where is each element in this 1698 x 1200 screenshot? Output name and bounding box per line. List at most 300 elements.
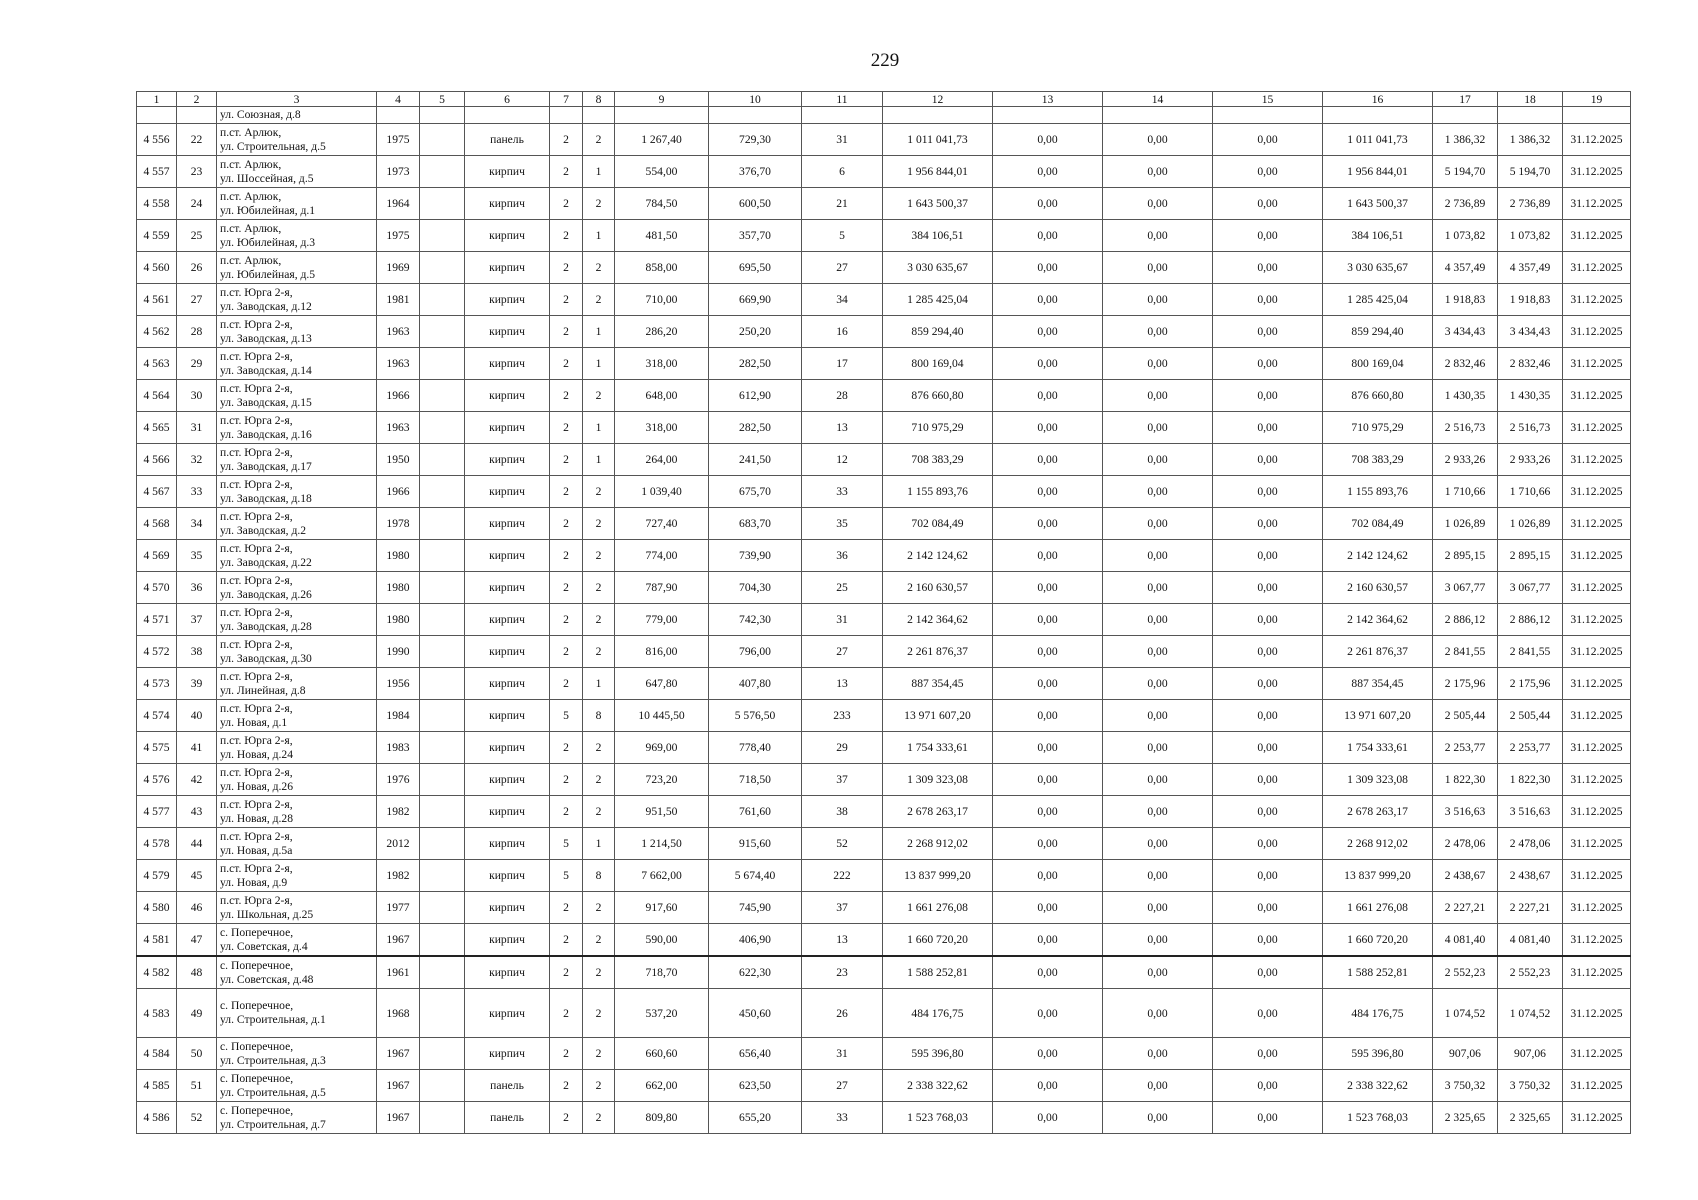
- column-16-cell: 1 661 276,08: [1323, 892, 1433, 924]
- column-13-cell: 0,00: [993, 796, 1103, 828]
- column-13-cell: 0,00: [993, 700, 1103, 732]
- floors-cell: 2: [550, 252, 583, 284]
- address-line-street: ул. Школьная, д.25: [220, 907, 314, 921]
- address-line-settlement: с. Поперечное,: [220, 958, 294, 972]
- column-13-cell: 0,00: [993, 540, 1103, 572]
- column-17-cell: 5 194,70: [1433, 156, 1498, 188]
- table-row: [137, 156, 1631, 188]
- total-area-cell: 264,00: [615, 444, 709, 476]
- column-header-4: 4: [377, 92, 420, 107]
- column-16-cell: 1 660 720,20: [1323, 924, 1433, 957]
- row-index-cell: 36: [177, 572, 217, 604]
- column-14-cell: 0,00: [1103, 252, 1213, 284]
- column-18-cell: 3 750,32: [1498, 1070, 1563, 1102]
- column-17-cell: 1 710,66: [1433, 476, 1498, 508]
- address-cell: [217, 796, 377, 828]
- column-5-cell: [420, 380, 465, 412]
- address-cell: [217, 892, 377, 924]
- residential-area-cell: 357,70: [709, 220, 802, 252]
- deadline-date-cell: 31.12.2025: [1563, 572, 1631, 604]
- total-cost-cell: 708 383,29: [883, 444, 993, 476]
- entrances-cell: 8: [583, 860, 615, 892]
- wall-material-cell: кирпич: [465, 860, 550, 892]
- record-number-cell: 4 556: [137, 124, 177, 156]
- column-13-cell: 0,00: [993, 956, 1103, 989]
- floors-cell: 2: [550, 508, 583, 540]
- total-cost-cell: 484 176,75: [883, 989, 993, 1038]
- table-row: [137, 732, 1631, 764]
- total-cost-cell: 702 084,49: [883, 508, 993, 540]
- total-area-cell: 718,70: [615, 956, 709, 989]
- total-area-cell: 710,00: [615, 284, 709, 316]
- residents-cell: 12: [802, 444, 883, 476]
- address-line-settlement: п.ст. Юрга 2-я,: [220, 637, 293, 651]
- total-area-cell: 1 267,40: [615, 124, 709, 156]
- total-area-cell: 648,00: [615, 380, 709, 412]
- column-15-cell: 0,00: [1213, 412, 1323, 444]
- year-cell: 1966: [377, 380, 420, 412]
- floors-cell: 5: [550, 860, 583, 892]
- address-line-street: ул. Заводская, д.14: [220, 363, 312, 377]
- column-13-cell: 0,00: [993, 476, 1103, 508]
- address-line-street: ул. Заводская, д.26: [220, 587, 312, 601]
- row-index-cell: 45: [177, 860, 217, 892]
- year-cell: 1982: [377, 796, 420, 828]
- year-cell: 1969: [377, 252, 420, 284]
- column-16-cell: 859 294,40: [1323, 316, 1433, 348]
- record-number-cell: 4 585: [137, 1070, 177, 1102]
- record-number-cell: 4 559: [137, 220, 177, 252]
- column-13-cell: 0,00: [993, 604, 1103, 636]
- total-area-cell: 1 214,50: [615, 828, 709, 860]
- deadline-date-cell: 31.12.2025: [1563, 668, 1631, 700]
- address-cell: [217, 924, 377, 957]
- column-17-cell: 2 478,06: [1433, 828, 1498, 860]
- floors-cell: 2: [550, 668, 583, 700]
- total-cost-cell: 2 268 912,02: [883, 828, 993, 860]
- address-cell: [217, 1102, 377, 1134]
- address-line-street: ул. Заводская, д.28: [220, 619, 312, 633]
- column-header-2: 2: [177, 92, 217, 107]
- address-cell: [217, 1038, 377, 1070]
- address-cell: [217, 124, 377, 156]
- column-13-cell: 0,00: [993, 828, 1103, 860]
- column-17-cell: 907,06: [1433, 1038, 1498, 1070]
- total-cost-cell: 1 155 893,76: [883, 476, 993, 508]
- column-18-cell: 2 325,65: [1498, 1102, 1563, 1134]
- address-cell: [217, 156, 377, 188]
- total-area-cell: 7 662,00: [615, 860, 709, 892]
- address-line-settlement: п.ст. Юрга 2-я,: [220, 413, 293, 427]
- column-header-7: 7: [550, 92, 583, 107]
- column-5-cell: [420, 892, 465, 924]
- column-5-cell: [420, 508, 465, 540]
- wall-material-cell: кирпич: [465, 828, 550, 860]
- wall-material-cell: кирпич: [465, 476, 550, 508]
- address-line-settlement: п.ст. Арлюк,: [220, 125, 282, 139]
- column-13-cell: 0,00: [993, 924, 1103, 957]
- floors-cell: 5: [550, 700, 583, 732]
- column-17-cell: 1 074,52: [1433, 989, 1498, 1038]
- deadline-date-cell: 31.12.2025: [1563, 380, 1631, 412]
- entrances-cell: 2: [583, 508, 615, 540]
- column-16-cell: 1 956 844,01: [1323, 156, 1433, 188]
- column-18-cell: 3 434,43: [1498, 316, 1563, 348]
- column-15-cell: 0,00: [1213, 508, 1323, 540]
- column-13-cell: 0,00: [993, 1102, 1103, 1134]
- table-row: [137, 220, 1631, 252]
- column-18-cell: 4 081,40: [1498, 924, 1563, 957]
- table-row: [137, 444, 1631, 476]
- column-14-cell: 0,00: [1103, 444, 1213, 476]
- column-13-cell: 0,00: [993, 412, 1103, 444]
- residents-cell: 52: [802, 828, 883, 860]
- residential-area-cell: 282,50: [709, 412, 802, 444]
- floors-cell: 2: [550, 284, 583, 316]
- column-5-cell: [420, 860, 465, 892]
- record-number-cell: 4 577: [137, 796, 177, 828]
- table-row: [137, 1038, 1631, 1070]
- column-15-cell: 0,00: [1213, 124, 1323, 156]
- deadline-date-cell: 31.12.2025: [1563, 188, 1631, 220]
- address-cell: [217, 412, 377, 444]
- row-index-cell: 24: [177, 188, 217, 220]
- entrances-cell: 2: [583, 732, 615, 764]
- record-number-cell: 4 574: [137, 700, 177, 732]
- address-cell: [217, 989, 377, 1038]
- residential-area-cell: 250,20: [709, 316, 802, 348]
- table-row: [137, 508, 1631, 540]
- year-cell: 1982: [377, 860, 420, 892]
- residential-area-cell: 729,30: [709, 124, 802, 156]
- column-13-cell: 0,00: [993, 188, 1103, 220]
- residential-area-cell: 450,60: [709, 989, 802, 1038]
- column-5-cell: [420, 284, 465, 316]
- column-18-cell: 1 710,66: [1498, 476, 1563, 508]
- column-15-cell: 0,00: [1213, 892, 1323, 924]
- wall-material-cell: кирпич: [465, 316, 550, 348]
- address-cell: [217, 380, 377, 412]
- address-cell: [217, 540, 377, 572]
- residential-area-cell: 778,40: [709, 732, 802, 764]
- residential-area-cell: 376,70: [709, 156, 802, 188]
- total-cost-cell: 800 169,04: [883, 348, 993, 380]
- column-13-cell: 0,00: [993, 508, 1103, 540]
- residential-area-cell: 623,50: [709, 1070, 802, 1102]
- table-row: [137, 1102, 1631, 1134]
- column-header-14: 14: [1103, 92, 1213, 107]
- table-row: [137, 540, 1631, 572]
- column-16-cell: 1 309 323,08: [1323, 764, 1433, 796]
- column-18-cell: 2 175,96: [1498, 668, 1563, 700]
- address-line-street: ул. Заводская, д.30: [220, 651, 312, 665]
- column-18-cell: 2 552,23: [1498, 956, 1563, 989]
- column-18-cell: 1 822,30: [1498, 764, 1563, 796]
- total-area-cell: 969,00: [615, 732, 709, 764]
- row-index-cell: 31: [177, 412, 217, 444]
- column-5-cell: [420, 604, 465, 636]
- address-cell: ул. Союзная, д.8: [217, 107, 377, 124]
- column-18-cell: 2 895,15: [1498, 540, 1563, 572]
- address-cell: [217, 828, 377, 860]
- column-17-cell: 3 067,77: [1433, 572, 1498, 604]
- year-cell: 1978: [377, 508, 420, 540]
- column-16-cell: 876 660,80: [1323, 380, 1433, 412]
- address-cell: [217, 860, 377, 892]
- total-cost-cell: 1 661 276,08: [883, 892, 993, 924]
- wall-material-cell: кирпич: [465, 892, 550, 924]
- year-cell: 1984: [377, 700, 420, 732]
- wall-material-cell: кирпич: [465, 668, 550, 700]
- year-cell: 1961: [377, 956, 420, 989]
- table-row: [137, 188, 1631, 220]
- total-cost-cell: 1 754 333,61: [883, 732, 993, 764]
- column-16-cell: 13 837 999,20: [1323, 860, 1433, 892]
- address-line-street: ул. Заводская, д.18: [220, 491, 312, 505]
- residential-area-cell: 656,40: [709, 1038, 802, 1070]
- column-14-cell: 0,00: [1103, 572, 1213, 604]
- column-14-cell: 0,00: [1103, 924, 1213, 957]
- column-14-cell: 0,00: [1103, 796, 1213, 828]
- column-14-cell: 0,00: [1103, 892, 1213, 924]
- address-cell: [217, 476, 377, 508]
- column-5-cell: [420, 1070, 465, 1102]
- column-15-cell: 0,00: [1213, 348, 1323, 380]
- column-5-cell: [420, 1038, 465, 1070]
- deadline-date-cell: 31.12.2025: [1563, 316, 1631, 348]
- address-line-street: ул. Линейная, д.8: [220, 683, 306, 697]
- row-index-cell: 48: [177, 956, 217, 989]
- column-17-cell: 2 505,44: [1433, 700, 1498, 732]
- table-row: [137, 572, 1631, 604]
- column-15-cell: 0,00: [1213, 700, 1323, 732]
- entrances-cell: 2: [583, 124, 615, 156]
- address-line-street: ул. Новая, д.26: [220, 779, 294, 793]
- column-16-cell: 1 643 500,37: [1323, 188, 1433, 220]
- residents-cell: 27: [802, 1070, 883, 1102]
- column-15-cell: 0,00: [1213, 604, 1323, 636]
- deadline-date-cell: 31.12.2025: [1563, 124, 1631, 156]
- column-15-cell: 0,00: [1213, 636, 1323, 668]
- floors-cell: 2: [550, 412, 583, 444]
- floors-cell: 2: [550, 732, 583, 764]
- year-cell: 1977: [377, 892, 420, 924]
- year-cell: 1963: [377, 412, 420, 444]
- column-14-cell: 0,00: [1103, 316, 1213, 348]
- column-15-cell: 0,00: [1213, 1038, 1323, 1070]
- column-13-cell: 0,00: [993, 636, 1103, 668]
- wall-material-cell: кирпич: [465, 604, 550, 636]
- residents-cell: 233: [802, 700, 883, 732]
- floors-cell: 2: [550, 796, 583, 828]
- residential-area-cell: 406,90: [709, 924, 802, 957]
- floors-cell: 2: [550, 572, 583, 604]
- column-13-cell: 0,00: [993, 284, 1103, 316]
- column-18-cell: 4 357,49: [1498, 252, 1563, 284]
- row-index-cell: 35: [177, 540, 217, 572]
- column-18-cell: 2 505,44: [1498, 700, 1563, 732]
- continuation-row: [137, 107, 1631, 124]
- column-17-cell: 2 736,89: [1433, 188, 1498, 220]
- year-cell: 1963: [377, 348, 420, 380]
- address-line-street: ул. Строительная, д.7: [220, 1117, 326, 1131]
- column-14-cell: 0,00: [1103, 508, 1213, 540]
- column-17-cell: 2 886,12: [1433, 604, 1498, 636]
- total-cost-cell: 1 643 500,37: [883, 188, 993, 220]
- residential-area-cell: 241,50: [709, 444, 802, 476]
- total-area-cell: 662,00: [615, 1070, 709, 1102]
- column-14-cell: 0,00: [1103, 284, 1213, 316]
- column-16-cell: 2 142 364,62: [1323, 604, 1433, 636]
- entrances-cell: 1: [583, 156, 615, 188]
- address-line-settlement: п.ст. Юрга 2-я,: [220, 573, 293, 587]
- total-area-cell: 10 445,50: [615, 700, 709, 732]
- total-cost-cell: 1 011 041,73: [883, 124, 993, 156]
- column-18-cell: 2 478,06: [1498, 828, 1563, 860]
- address-cell: [217, 348, 377, 380]
- year-cell: 1990: [377, 636, 420, 668]
- column-16-cell: 2 678 263,17: [1323, 796, 1433, 828]
- residents-cell: 23: [802, 956, 883, 989]
- total-cost-cell: 2 142 124,62: [883, 540, 993, 572]
- record-number-cell: 4 562: [137, 316, 177, 348]
- total-area-cell: 647,80: [615, 668, 709, 700]
- total-area-cell: 787,90: [615, 572, 709, 604]
- total-cost-cell: 887 354,45: [883, 668, 993, 700]
- entrances-cell: 1: [583, 668, 615, 700]
- entrances-cell: 2: [583, 924, 615, 957]
- column-17-cell: 2 253,77: [1433, 732, 1498, 764]
- column-17-cell: 1 073,82: [1433, 220, 1498, 252]
- column-17-cell: 1 026,89: [1433, 508, 1498, 540]
- record-number-cell: 4 565: [137, 412, 177, 444]
- deadline-date-cell: 31.12.2025: [1563, 732, 1631, 764]
- column-14-cell: 0,00: [1103, 828, 1213, 860]
- column-17-cell: 1 430,35: [1433, 380, 1498, 412]
- residents-cell: 222: [802, 860, 883, 892]
- address-line-settlement: п.ст. Юрга 2-я,: [220, 797, 293, 811]
- record-number-cell: 4 583: [137, 989, 177, 1038]
- total-cost-cell: 876 660,80: [883, 380, 993, 412]
- record-number-cell: 4 582: [137, 956, 177, 989]
- residents-cell: 27: [802, 636, 883, 668]
- column-16-cell: 710 975,29: [1323, 412, 1433, 444]
- entrances-cell: 2: [583, 956, 615, 989]
- column-15-cell: 0,00: [1213, 476, 1323, 508]
- column-16-cell: 2 261 876,37: [1323, 636, 1433, 668]
- column-18-cell: 2 438,67: [1498, 860, 1563, 892]
- column-17-cell: 2 516,73: [1433, 412, 1498, 444]
- record-number-cell: 4 580: [137, 892, 177, 924]
- residents-cell: 25: [802, 572, 883, 604]
- residential-area-cell: 761,60: [709, 796, 802, 828]
- residents-cell: 13: [802, 412, 883, 444]
- record-number-cell: 4 564: [137, 380, 177, 412]
- column-13-cell: 0,00: [993, 892, 1103, 924]
- column-14-cell: 0,00: [1103, 412, 1213, 444]
- total-cost-cell: 384 106,51: [883, 220, 993, 252]
- column-18-cell: 2 227,21: [1498, 892, 1563, 924]
- wall-material-cell: кирпич: [465, 412, 550, 444]
- column-16-cell: 800 169,04: [1323, 348, 1433, 380]
- residents-cell: 35: [802, 508, 883, 540]
- address-line-settlement: п.ст. Арлюк,: [220, 253, 282, 267]
- residential-area-cell: 407,80: [709, 668, 802, 700]
- column-5-cell: [420, 348, 465, 380]
- record-number-cell: 4 570: [137, 572, 177, 604]
- record-number-cell: 4 567: [137, 476, 177, 508]
- residents-cell: 29: [802, 732, 883, 764]
- total-cost-cell: 1 660 720,20: [883, 924, 993, 957]
- column-5-cell: [420, 412, 465, 444]
- deadline-date-cell: 31.12.2025: [1563, 604, 1631, 636]
- table-row: [137, 284, 1631, 316]
- column-15-cell: 0,00: [1213, 732, 1323, 764]
- table-row: [137, 412, 1631, 444]
- record-number-cell: 4 576: [137, 764, 177, 796]
- address-line-settlement: п.ст. Юрга 2-я,: [220, 829, 293, 843]
- residents-cell: 31: [802, 124, 883, 156]
- floors-cell: 2: [550, 444, 583, 476]
- column-5-cell: [420, 828, 465, 860]
- floors-cell: 2: [550, 1070, 583, 1102]
- residential-area-cell: 683,70: [709, 508, 802, 540]
- deadline-date-cell: 31.12.2025: [1563, 444, 1631, 476]
- column-5-cell: [420, 156, 465, 188]
- address-line-street: ул. Шоссейная, д.5: [220, 171, 314, 185]
- row-index-cell: 41: [177, 732, 217, 764]
- row-index-cell: 50: [177, 1038, 217, 1070]
- column-5-cell: [420, 444, 465, 476]
- row-index-cell: 33: [177, 476, 217, 508]
- wall-material-cell: кирпич: [465, 348, 550, 380]
- column-18-cell: 3 516,63: [1498, 796, 1563, 828]
- year-cell: 1980: [377, 540, 420, 572]
- column-16-cell: 702 084,49: [1323, 508, 1433, 540]
- row-index-cell: 49: [177, 989, 217, 1038]
- table-row: [137, 924, 1631, 957]
- residential-area-cell: 622,30: [709, 956, 802, 989]
- column-17-cell: 2 832,46: [1433, 348, 1498, 380]
- wall-material-cell: кирпич: [465, 284, 550, 316]
- column-header-12: 12: [883, 92, 993, 107]
- year-cell: 1976: [377, 764, 420, 796]
- column-14-cell: 0,00: [1103, 700, 1213, 732]
- record-number-cell: 4 572: [137, 636, 177, 668]
- row-index-cell: 39: [177, 668, 217, 700]
- column-18-cell: 907,06: [1498, 1038, 1563, 1070]
- address-cell: [217, 316, 377, 348]
- row-index-cell: 52: [177, 1102, 217, 1134]
- column-16-cell: 2 160 630,57: [1323, 572, 1433, 604]
- residents-cell: 13: [802, 668, 883, 700]
- column-18-cell: 5 194,70: [1498, 156, 1563, 188]
- total-area-cell: 816,00: [615, 636, 709, 668]
- address-line-street: ул. Заводская, д.15: [220, 395, 312, 409]
- column-header-8: 8: [583, 92, 615, 107]
- column-18-cell: 2 886,12: [1498, 604, 1563, 636]
- address-line-street: ул. Строительная, д.5: [220, 1085, 326, 1099]
- floors-cell: 2: [550, 956, 583, 989]
- address-line-settlement: с. Поперечное,: [220, 1039, 294, 1053]
- record-number-cell: 4 579: [137, 860, 177, 892]
- column-15-cell: 0,00: [1213, 572, 1323, 604]
- floors-cell: 2: [550, 892, 583, 924]
- record-number-cell: 4 558: [137, 188, 177, 220]
- residents-cell: 27: [802, 252, 883, 284]
- floors-cell: 2: [550, 188, 583, 220]
- deadline-date-cell: 31.12.2025: [1563, 540, 1631, 572]
